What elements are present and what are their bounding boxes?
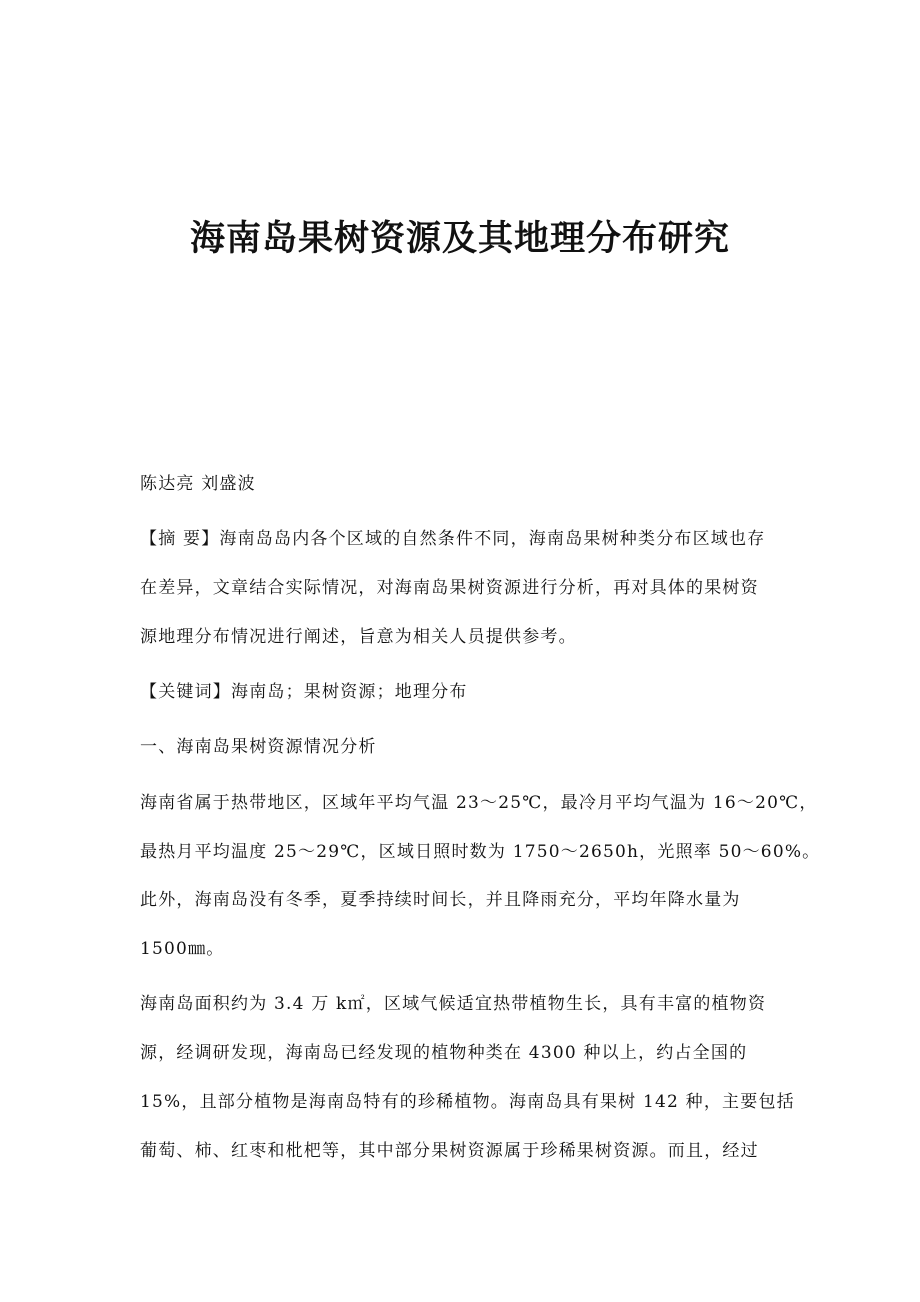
author-line: 陈达亮 刘盛波 (140, 474, 256, 494)
abstract-line: 【摘 要】海南岛岛内各个区域的自然条件不同，海南岛果树种类分布区域也存 (140, 529, 766, 549)
paragraph-line: 1500㎜。 (140, 939, 225, 959)
paragraph-line: 源，经调研发现，海南岛已经发现的植物种类在 4300 种以上，约占全国的 (140, 1043, 748, 1063)
paragraph-line: 此外，海南岛没有冬季，夏季持续时间长，并且降雨充分，平均年降水量为 (140, 890, 741, 910)
section-heading: 一、海南岛果树资源情况分析 (140, 737, 377, 757)
paragraph-line: 葡萄、柿、红枣和枇杷等，其中部分果树资源属于珍稀果树资源。而且，经过 (140, 1141, 759, 1161)
abstract-line: 在差异，文章结合实际情况，对海南岛果树资源进行分析，再对具体的果树资 (140, 578, 759, 598)
paragraph-line: 海南岛面积约为 3.4 万 k㎡，区域气候适宜热带植物生长，具有丰富的植物资 (140, 994, 767, 1014)
abstract-line: 源地理分布情况进行阐述，旨意为相关人员提供参考。 (140, 627, 577, 647)
paragraph-line: 海南省属于热带地区，区域年平均气温 23～25℃，最冷月平均气温为 16～20℃， (140, 793, 818, 813)
keywords-line: 【关键词】海南岛；果树资源；地理分布 (140, 682, 468, 702)
document-title: 海南岛果树资源及其地理分布研究 (189, 218, 730, 259)
paragraph-line: 15%，且部分植物是海南岛特有的珍稀植物。海南岛具有果树 142 种，主要包括 (140, 1092, 795, 1112)
paragraph-line: 最热月平均温度 25～29℃，区域日照时数为 1750～2650h，光照率 50～60%。 (140, 842, 821, 862)
